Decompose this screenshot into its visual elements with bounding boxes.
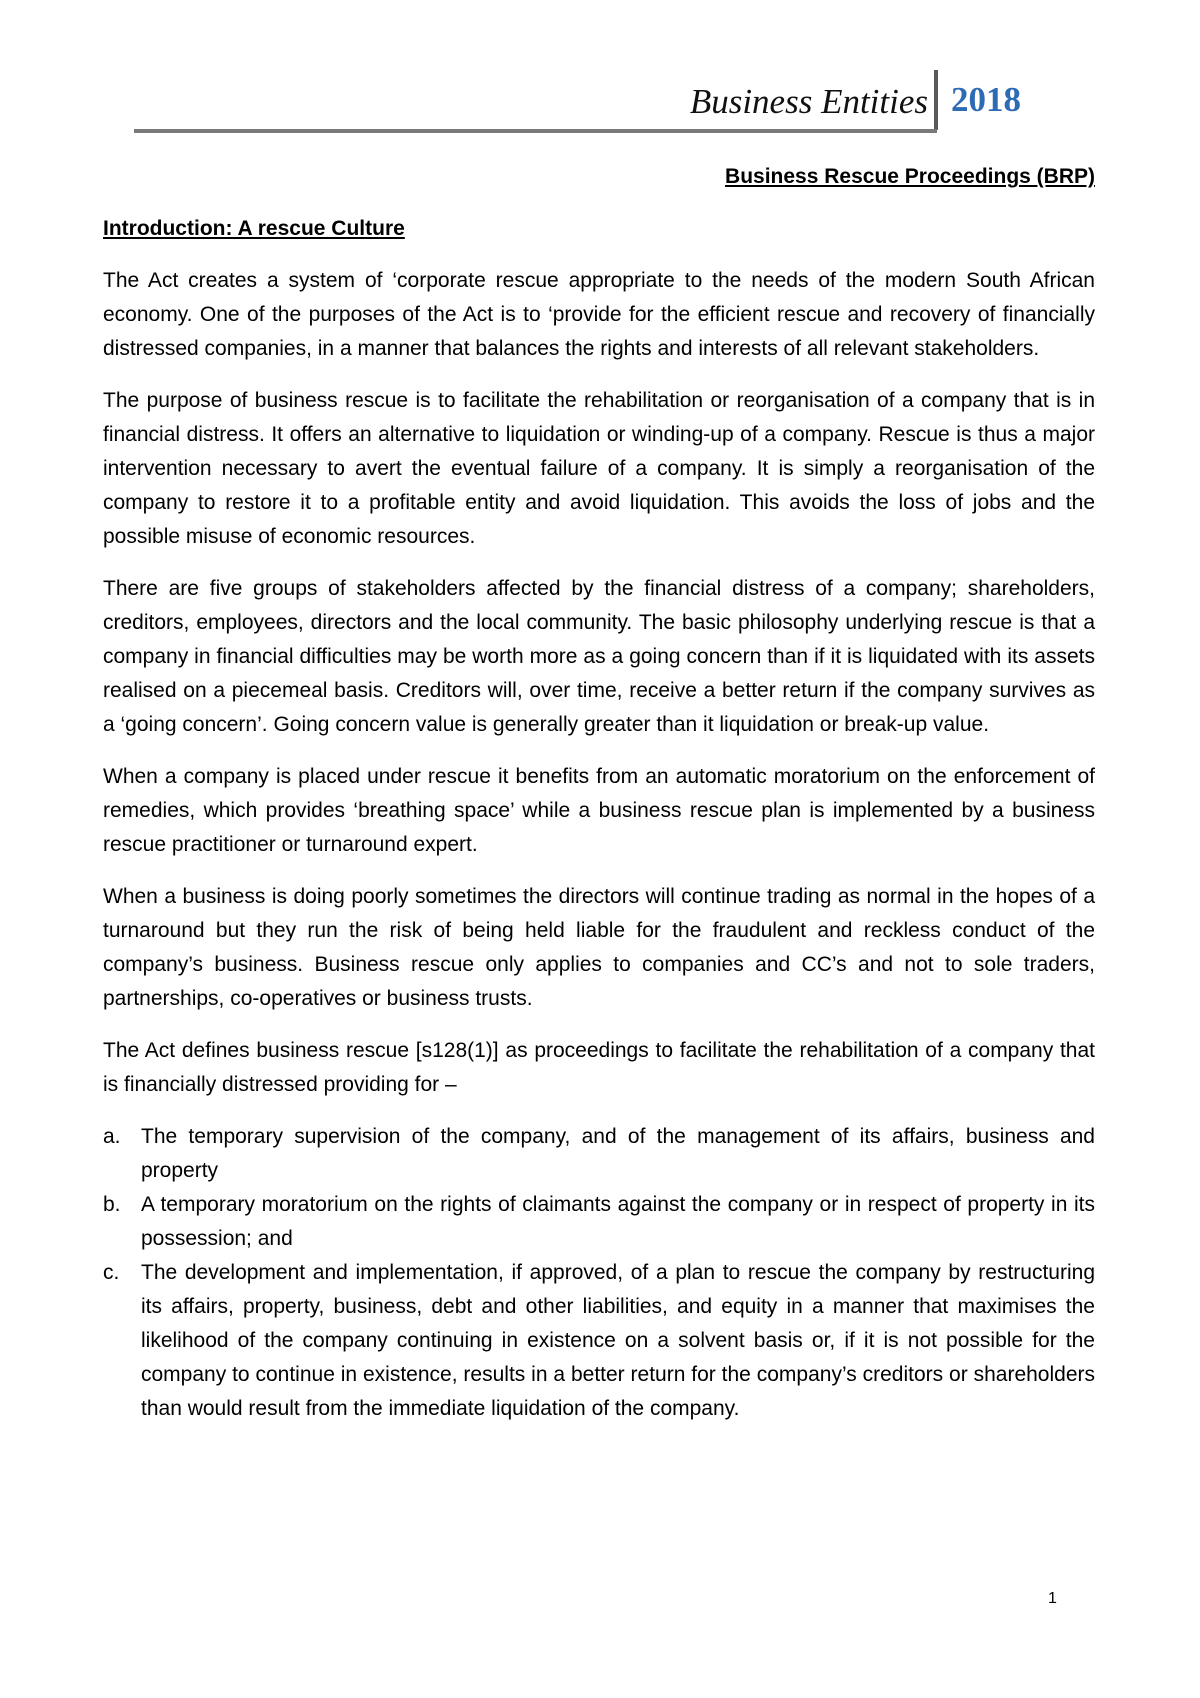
header-title: Business Entities — [689, 82, 928, 121]
paragraph: When a business is doing poorly sometimes the directors will continue trading as normal in the hopes of a turnaround but they run the risk of being held liable for the fraudulent and reckless conduct of the company’s business. Business rescue only applies to companies and CC’s and not to sole traders, partnerships, co-operatives or business trusts. — [103, 885, 1095, 1010]
header-divider — [934, 70, 938, 130]
list-item — [103, 1256, 1095, 1426]
page-header — [0, 60, 1200, 140]
list-marker: a. — [103, 1125, 121, 1148]
header-year: 2018 — [951, 80, 1021, 119]
list-item-text: The temporary supervision of the company, and of the management of its affairs, business and property — [141, 1125, 1095, 1182]
list-item — [103, 1188, 1095, 1256]
document-body — [103, 160, 1095, 1426]
page-number: 1 — [1048, 1590, 1057, 1607]
list-item — [103, 1120, 1095, 1188]
definition-list — [103, 1120, 1095, 1426]
document-subtitle: Business Rescue Proceedings (BRP) — [725, 165, 1095, 188]
list-item-text: The development and implementation, if approved, of a plan to rescue the company by restructuring its affairs, property, business, debt and other liabilities, and equity in a manner that maximises the likelihood of the company continuing in existence on a solvent basis or, if it is not possible for the company to continue in existence, results in a better return for the company’s creditors or shareholders than would result from the immediate liquidation of the company. — [141, 1261, 1095, 1420]
paragraph: The Act creates a system of ‘corporate rescue appropriate to the needs of the modern South African economy. One of the purposes of the Act is to ‘provide for the efficient rescue and recovery of financially distressed companies, in a manner that balances the rights and interests of all relevant stakeholders. — [103, 269, 1095, 360]
section-heading: Introduction: A rescue Culture — [103, 217, 405, 240]
list-item-text: A temporary moratorium on the rights of claimants against the company or in respect of property in its possession; and — [141, 1193, 1095, 1250]
paragraph: When a company is placed under rescue it benefits from an automatic moratorium on the enforcement of remedies, which provides ‘breathing space’ while a business rescue plan is implemented by a business rescue practitioner or turnaround expert. — [103, 765, 1095, 856]
paragraph: The purpose of business rescue is to facilitate the rehabilitation or reorganisation of a company that is in financial distress. It offers an alternative to liquidation or winding-up of a company. Rescue is thus a major intervention necessary to avert the eventual failure of a company. It is simply a reorganisation of the company to restore it to a profitable entity and avoid liquidation. This avoids the loss of jobs and the possible misuse of economic resources. — [103, 389, 1095, 548]
list-marker: b. — [103, 1193, 121, 1216]
header-rule — [134, 129, 937, 133]
list-marker: c. — [103, 1261, 120, 1284]
paragraph: The Act defines business rescue [s128(1)] as proceedings to facilitate the rehabilitation of a company that is financially distressed providing for – — [103, 1039, 1095, 1096]
paragraph: There are five groups of stakeholders affected by the financial distress of a company; shareholders, creditors, employees, directors and the local community. The basic philosophy underlying rescue is that a company in financial difficulties may be worth more as a going concern than if it is liquidated with its assets realised on a piecemeal basis. Creditors will, over time, receive a better return if the company survives as a ‘going concern’. Going concern value is generally greater than it liquidation or break-up value. — [103, 577, 1095, 736]
